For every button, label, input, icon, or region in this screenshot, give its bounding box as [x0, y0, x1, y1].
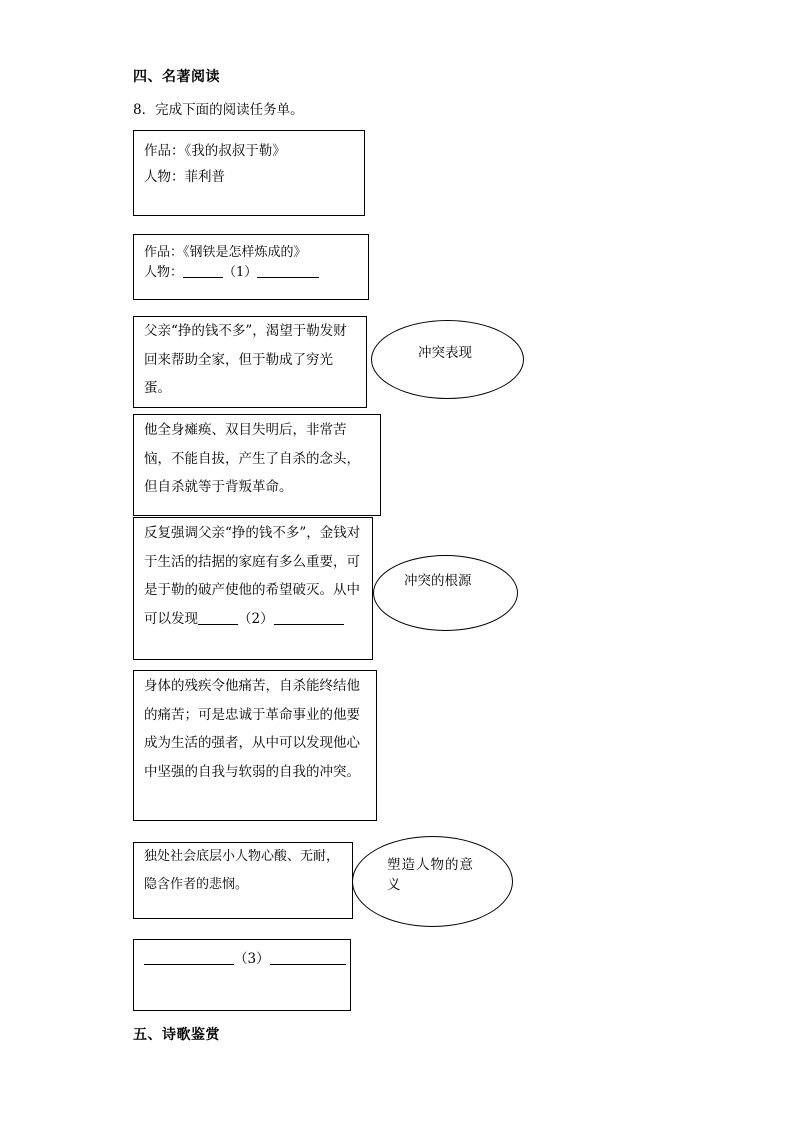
work-title-1: 作品：《我的叔叔于勒》	[144, 143, 286, 159]
task-box-root-2	[133, 670, 377, 821]
question-8-prompt: 8．完成下面的阅读任务单。	[133, 102, 304, 118]
meaning-text-1: 独处社会底层小人物心酸、无耐，隐含作者的悲悯。	[144, 849, 340, 892]
ellipse-label-character-meaning: 塑造人物的意义	[387, 857, 474, 893]
conflict-text-2: 他全身瘫痪、双目失明后，非常苦恼，不能自拔，产生了自杀的念头，但自杀就等于背叛革命。	[144, 422, 360, 495]
ellipse-label-conflict-root: 冲突的根源	[404, 573, 472, 589]
root-text-1: 反复强调父亲“挣的钱不多”，金钱对于生活的拮据的家庭有多么重要，可是于勒的破产使他的希望破灭。从中可以发现	[144, 525, 361, 627]
task-box-work-1	[133, 130, 365, 216]
blank-3-line	[144, 947, 346, 967]
task-box-work-2	[133, 234, 369, 300]
task-box-meaning-2	[133, 939, 351, 1011]
blank-1-left[interactable]	[183, 263, 223, 278]
blank-1-number: （1）	[223, 265, 258, 280]
task-box-conflict-1	[133, 316, 367, 408]
blank-2-left[interactable]	[198, 610, 238, 625]
task-box-meaning-1	[133, 842, 353, 919]
section-4-heading: 四、名著阅读	[133, 69, 220, 85]
ellipse-conflict-root	[373, 555, 518, 631]
character-1: 人物：菲利普	[144, 169, 225, 185]
conflict-text-1: 父亲“挣的钱不多”，渴望于勒发财回来帮助全家，但于勒成了穷光蛋。	[144, 323, 347, 396]
task-box-conflict-2	[133, 414, 381, 516]
task-box-root-1	[133, 517, 373, 660]
blank-1-right[interactable]	[257, 263, 319, 278]
ellipse-label-conflict-expression: 冲突表现	[418, 345, 472, 361]
character-2-line	[144, 261, 319, 280]
blank-3-number: （3）	[234, 951, 270, 967]
blank-3-left[interactable]	[144, 950, 234, 965]
section-5-heading: 五、诗歌鉴赏	[133, 1027, 220, 1043]
blank-3-right[interactable]	[270, 950, 346, 965]
character-2-label: 人物：	[144, 265, 184, 280]
ellipse-character-meaning	[352, 836, 513, 927]
root-text-2: 身体的残疾令他痛苦，自杀能终结他的痛苦；可是忠诚于革命事业的他要成为生活的强者，从中可以发现他心中坚强的自我与软弱的自我的冲突。	[144, 678, 360, 780]
work-title-2: 作品：《钢铁是怎样炼成的》	[144, 245, 307, 260]
blank-2-right[interactable]	[274, 610, 344, 625]
blank-2-number: （2）	[238, 610, 274, 627]
ellipse-conflict-expression	[371, 320, 524, 399]
